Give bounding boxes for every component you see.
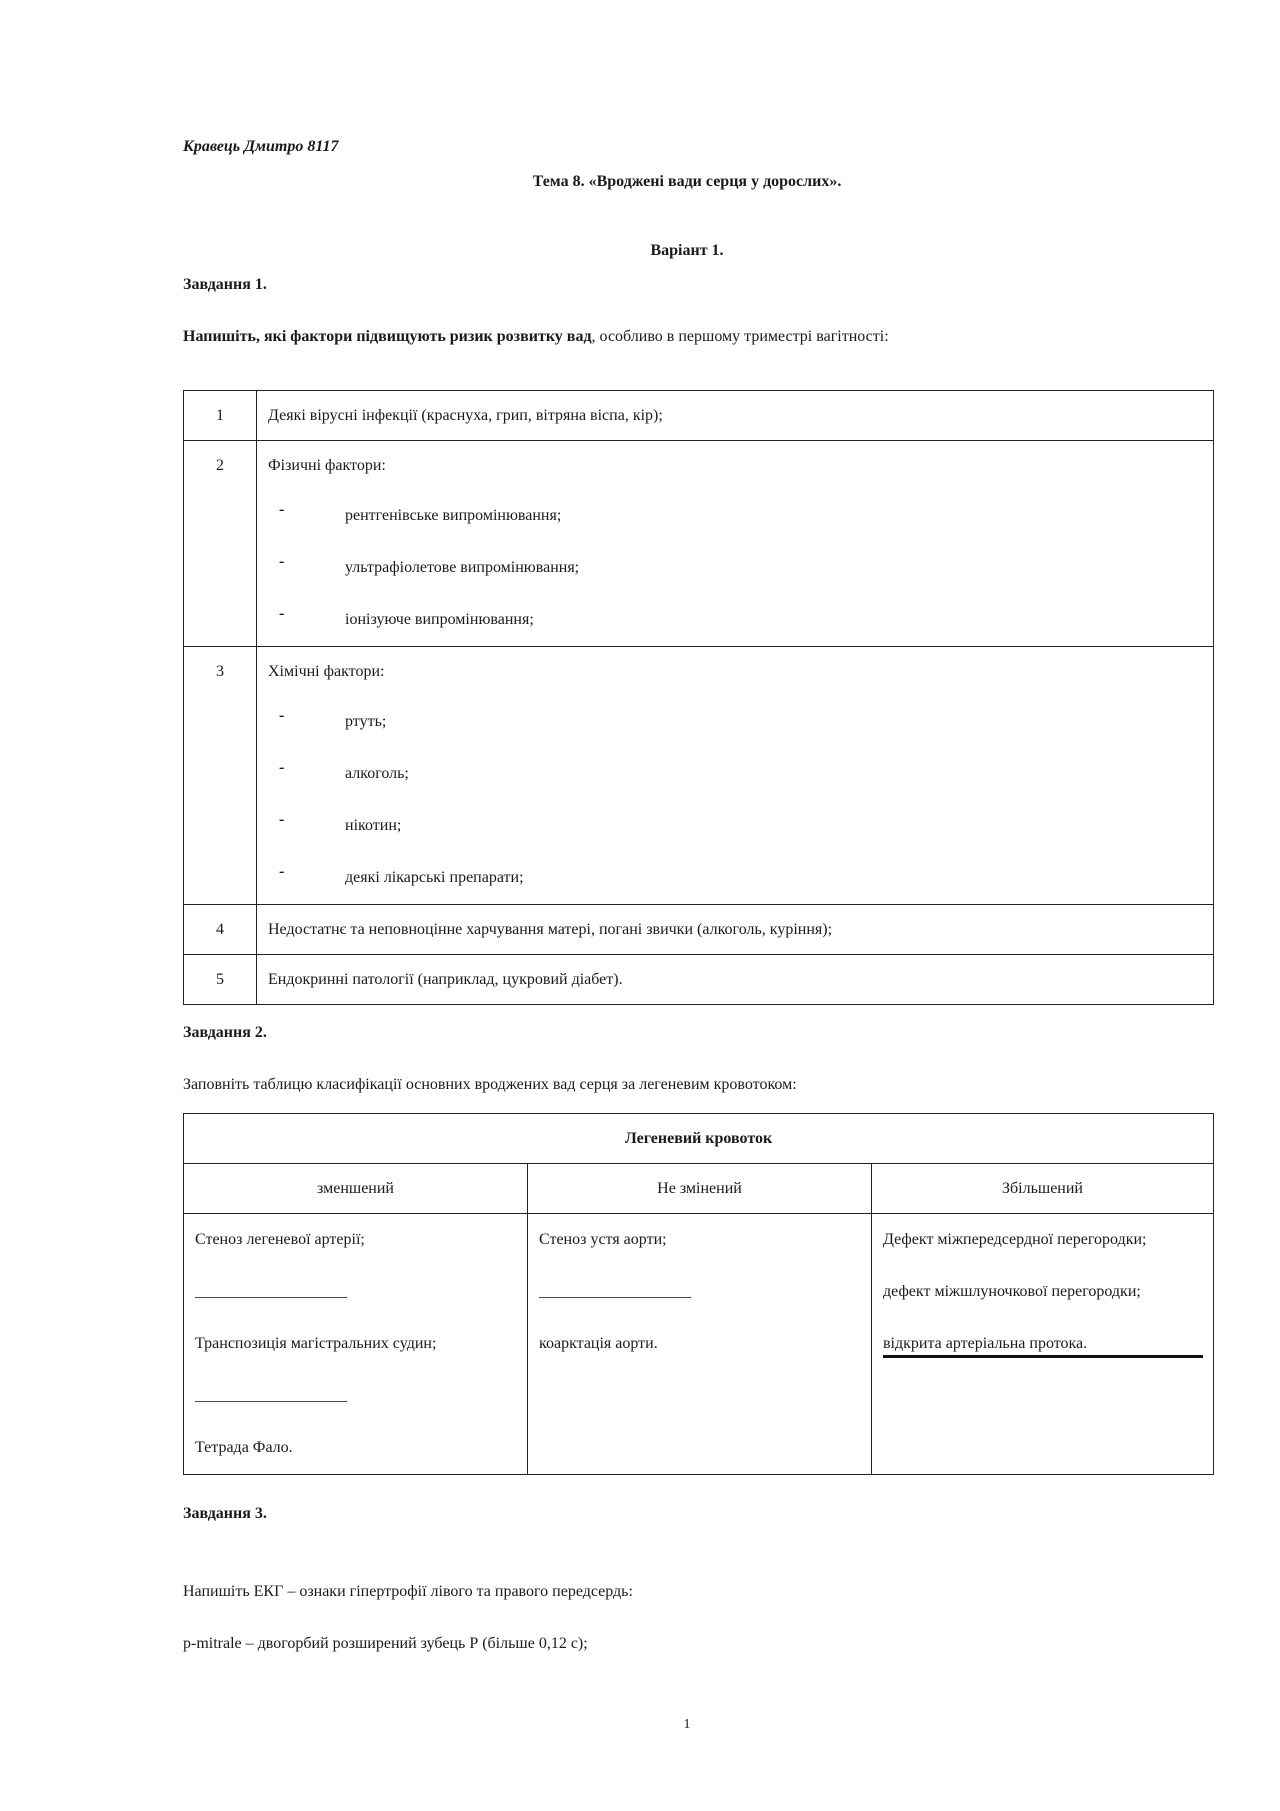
row-text: Деякі вірусні інфекції (краснуха, грип, вітряна віспа, кір); bbox=[257, 391, 1214, 441]
row-number: 3 bbox=[184, 647, 257, 905]
page-number: 1 bbox=[683, 1717, 691, 1732]
list-item bbox=[883, 1318, 1213, 1370]
column-header-row bbox=[184, 1164, 1214, 1214]
list-item: - ртуть; bbox=[268, 696, 1213, 748]
task3-line1: p-mitrale – двогорбий розширений зубець Р (більше 0,12 с); bbox=[183, 1635, 588, 1652]
task1-heading: Завдання 1. bbox=[183, 276, 267, 293]
task2-heading: Завдання 2. bbox=[183, 1024, 267, 1041]
list-item: - рентгенівське випромінювання; bbox=[268, 490, 1213, 542]
list-item: - іонізуюче випромінювання; bbox=[268, 594, 1213, 646]
blank-line: ___________________ bbox=[195, 1283, 347, 1300]
unchanged-column bbox=[528, 1214, 872, 1475]
decreased-column bbox=[184, 1214, 528, 1475]
list-item: - нікотин; bbox=[268, 800, 1213, 852]
blank-line: ___________________ bbox=[539, 1283, 691, 1300]
list-item: Стеноз устя аорти; bbox=[539, 1231, 667, 1248]
row-number: 1 bbox=[184, 391, 257, 441]
row-number: 2 bbox=[184, 441, 257, 647]
row-number: 5 bbox=[184, 955, 257, 1005]
row-text bbox=[257, 441, 1214, 647]
table-row bbox=[184, 647, 1214, 905]
list-item: Транспозиція магістральних судин; bbox=[195, 1335, 437, 1352]
row-title: Фізичні фактори: bbox=[268, 457, 386, 474]
task3-prompt: Напишіть ЕКГ – ознаки гіпертрофії лівого та правого передсердь: bbox=[183, 1583, 633, 1600]
table-title-row bbox=[184, 1114, 1214, 1164]
list-item: - ультрафіолетове випромінювання; bbox=[268, 542, 1213, 594]
column-header: Не змінений bbox=[528, 1164, 872, 1214]
table-row bbox=[184, 391, 1214, 441]
row-number: 4 bbox=[184, 905, 257, 955]
dash-marker: - bbox=[279, 707, 285, 724]
list-item: Стеноз легеневої артерії; bbox=[195, 1231, 365, 1248]
row-text: Недостатнє та неповноцінне харчування матері, погані звички (алкоголь, куріння); bbox=[257, 905, 1214, 955]
dash-marker: - bbox=[279, 811, 285, 828]
dash-marker: - bbox=[279, 605, 285, 622]
classification-table bbox=[183, 1113, 1214, 1475]
topic-title: Тема 8. «Вроджені вади серця у дорослих». bbox=[532, 173, 842, 190]
task3-heading: Завдання 3. bbox=[183, 1505, 267, 1522]
list-item: - алкоголь; bbox=[268, 748, 1213, 800]
list-item: Тетрада Фало. bbox=[195, 1439, 293, 1456]
task1-prompt-rest: , особливо в першому триместрі вагітності: bbox=[591, 328, 889, 345]
dash-marker: - bbox=[279, 759, 285, 776]
column-header: зменшений bbox=[184, 1164, 528, 1214]
increased-column bbox=[872, 1214, 1214, 1475]
row-text bbox=[257, 647, 1214, 905]
row-title: Хімічні фактори: bbox=[268, 663, 385, 680]
task1-prompt-bold: Напишіть, які фактори підвищують ризик розвитку вад bbox=[183, 328, 592, 345]
variant-title: Варіант 1. bbox=[650, 242, 724, 259]
list-item: - деякі лікарські препарати; bbox=[268, 852, 1213, 904]
table-row bbox=[184, 441, 1214, 647]
list-item: дефект міжшлуночкової перегородки; bbox=[883, 1283, 1141, 1300]
dash-marker: - bbox=[279, 863, 285, 880]
task2-prompt: Заповніть таблицю класифікації основних вроджених вад серця за легеневим кровотоком: bbox=[183, 1076, 797, 1093]
column-header: Збільшений bbox=[872, 1164, 1214, 1214]
underlined-text: відкрита артеріальна протока. bbox=[883, 1333, 1203, 1358]
dash-marker: - bbox=[279, 553, 285, 570]
table-title: Легеневий кровоток bbox=[184, 1114, 1214, 1164]
list-item: коарктація аорти. bbox=[539, 1335, 658, 1352]
table-row bbox=[184, 905, 1214, 955]
list-item: Дефект міжпередсердної перегородки; bbox=[883, 1231, 1147, 1248]
table-row bbox=[184, 1214, 1214, 1475]
author-name: Кравець Дмитро 8117 bbox=[183, 138, 339, 155]
row-text: Ендокринні патології (наприклад, цукровий діабет). bbox=[257, 955, 1214, 1005]
dash-marker: - bbox=[279, 501, 285, 518]
task1-prompt bbox=[183, 328, 889, 346]
risk-factors-table bbox=[183, 390, 1214, 1005]
table-row bbox=[184, 955, 1214, 1005]
blank-line: ___________________ bbox=[195, 1387, 347, 1404]
